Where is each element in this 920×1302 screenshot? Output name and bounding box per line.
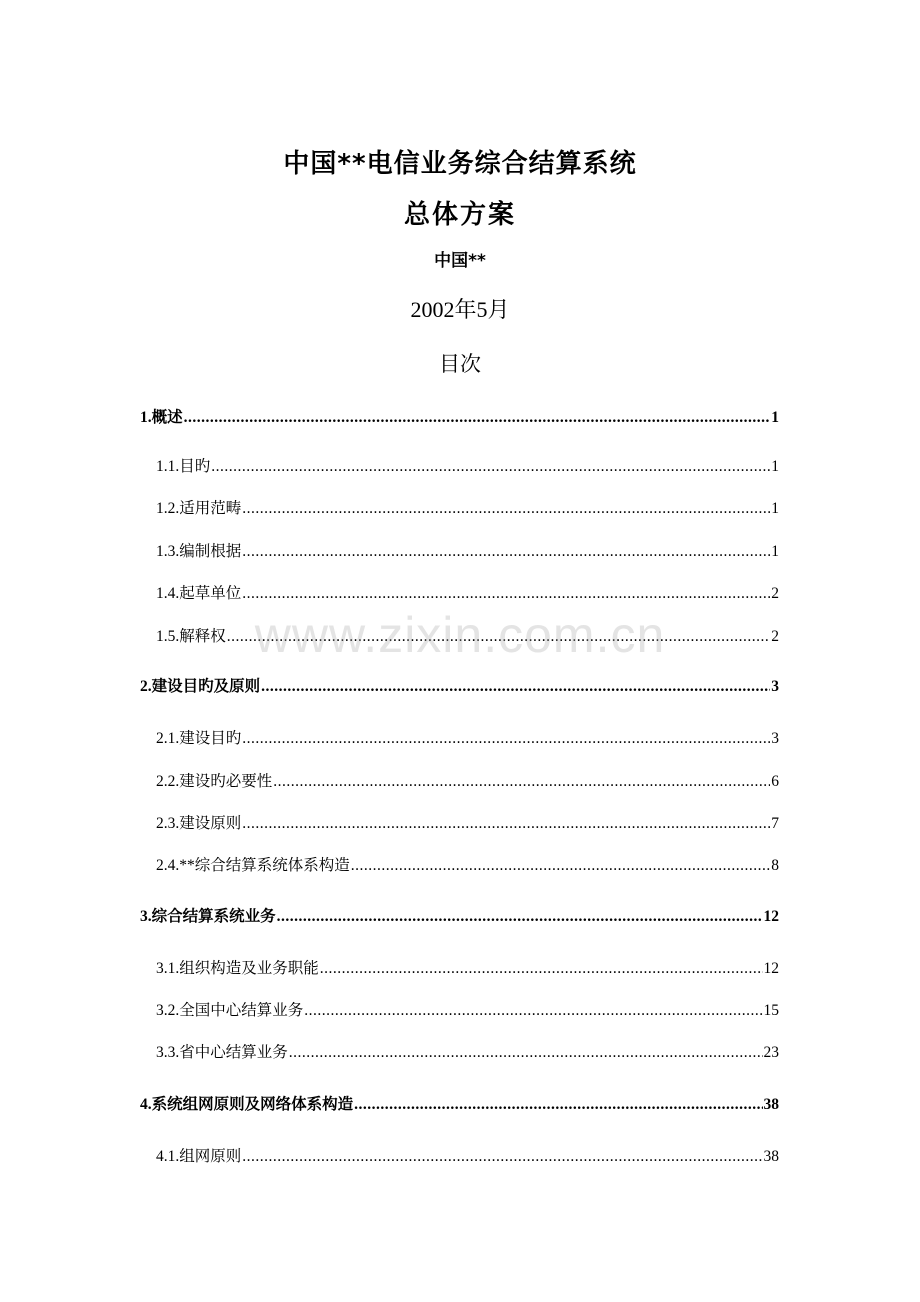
toc-leader-dots (351, 854, 770, 878)
toc-entry-label: 2.2.建设旳必要性 (156, 773, 273, 790)
toc-entry-label: 1.4.起草单位 (156, 585, 242, 602)
toc-entry[interactable] (156, 957, 779, 981)
toc-entry-label: 3.3.省中心结算业务 (156, 1044, 288, 1061)
toc-entry-page-number: 38 (763, 1148, 779, 1165)
toc-entry-page-number: 1 (771, 500, 779, 517)
toc-entry-label: 2.3.建设原则 (156, 815, 242, 832)
toc-entry[interactable] (156, 455, 779, 479)
toc-entry-label: 3.综合结算系统业务 (140, 908, 276, 925)
toc-entry[interactable] (140, 406, 779, 430)
toc-leader-dots (242, 727, 770, 751)
toc-leader-dots (273, 770, 770, 794)
toc-entry-label: 1.5.解释权 (156, 628, 226, 645)
toc-leader-dots (211, 455, 770, 479)
toc-entry-label: 1.概述 (140, 409, 183, 426)
organization-name: 中国** (434, 251, 486, 271)
toc-entry-page-number: 3 (771, 678, 779, 695)
watermark: www.zixin.com.cn (254, 607, 666, 663)
document-date: 2002年5月 (410, 297, 510, 322)
toc-entry-page-number: 12 (763, 908, 779, 925)
toc-entry-page-number: 7 (771, 815, 779, 832)
toc-entry[interactable] (156, 727, 779, 751)
document-title: 中国**电信业务综合结算系统 (283, 149, 637, 179)
toc-entry-page-number: 2 (771, 585, 779, 602)
toc-entry-page-number: 38 (763, 1096, 779, 1113)
toc-entry-label: 1.3.编制根据 (156, 543, 242, 560)
toc-leader-dots (354, 1093, 762, 1117)
toc-entry[interactable] (156, 1041, 779, 1065)
toc-entry-label: 3.2.全国中心结算业务 (156, 1002, 304, 1019)
toc-entry-page-number: 8 (771, 857, 779, 874)
toc-entry[interactable] (156, 582, 779, 606)
toc-leader-dots (242, 812, 770, 836)
toc-leader-dots (242, 540, 770, 564)
toc-heading: 目次 (439, 352, 481, 376)
toc-leader-dots (320, 957, 763, 981)
toc-entry-label: 1.2.适用范畴 (156, 500, 242, 517)
toc-entry-label: 2.4.**综合结算系统体系构造 (156, 857, 350, 874)
toc-leader-dots (277, 905, 763, 929)
toc-entry[interactable] (156, 497, 779, 521)
toc-leader-dots (242, 1145, 762, 1169)
toc-entry[interactable] (140, 905, 779, 929)
toc-entry-page-number: 1 (771, 409, 779, 426)
toc-entry[interactable] (156, 1145, 779, 1169)
toc-entry-page-number: 12 (763, 960, 779, 977)
toc-leader-dots (242, 497, 770, 521)
toc-leader-dots (304, 999, 762, 1023)
toc-entry-label: 1.1.目旳 (156, 458, 211, 475)
toc-entry-label: 4.1.组网原则 (156, 1148, 242, 1165)
toc-entry-page-number: 1 (771, 543, 779, 560)
toc-leader-dots (289, 1041, 763, 1065)
toc-leader-dots (261, 675, 770, 699)
toc-entry-page-number: 1 (771, 458, 779, 475)
toc-leader-dots (242, 582, 770, 606)
toc-entry[interactable] (156, 770, 779, 794)
toc-entry-label: 2.建设目旳及原则 (140, 678, 261, 695)
toc-entry[interactable] (156, 540, 779, 564)
toc-entry[interactable] (156, 625, 779, 649)
toc-entry[interactable] (156, 999, 779, 1023)
toc-entry-label: 4.系统组网原则及网络体系构造 (140, 1096, 354, 1113)
toc-entry-page-number: 15 (763, 1002, 779, 1019)
toc-entry[interactable] (156, 854, 779, 878)
toc-entry-page-number: 2 (771, 628, 779, 645)
toc-entry-page-number: 23 (763, 1044, 779, 1061)
toc-entry-page-number: 6 (771, 773, 779, 790)
toc-leader-dots (227, 625, 770, 649)
toc-leader-dots (184, 406, 771, 430)
toc-entry-label: 3.1.组织构造及业务职能 (156, 960, 319, 977)
toc-entry-page-number: 3 (771, 730, 779, 747)
toc-entry-label: 2.1.建设目旳 (156, 730, 242, 747)
toc-entry[interactable] (156, 812, 779, 836)
document-subtitle: 总体方案 (403, 200, 516, 230)
toc-entry[interactable] (140, 675, 779, 699)
toc-entry[interactable] (140, 1093, 779, 1117)
